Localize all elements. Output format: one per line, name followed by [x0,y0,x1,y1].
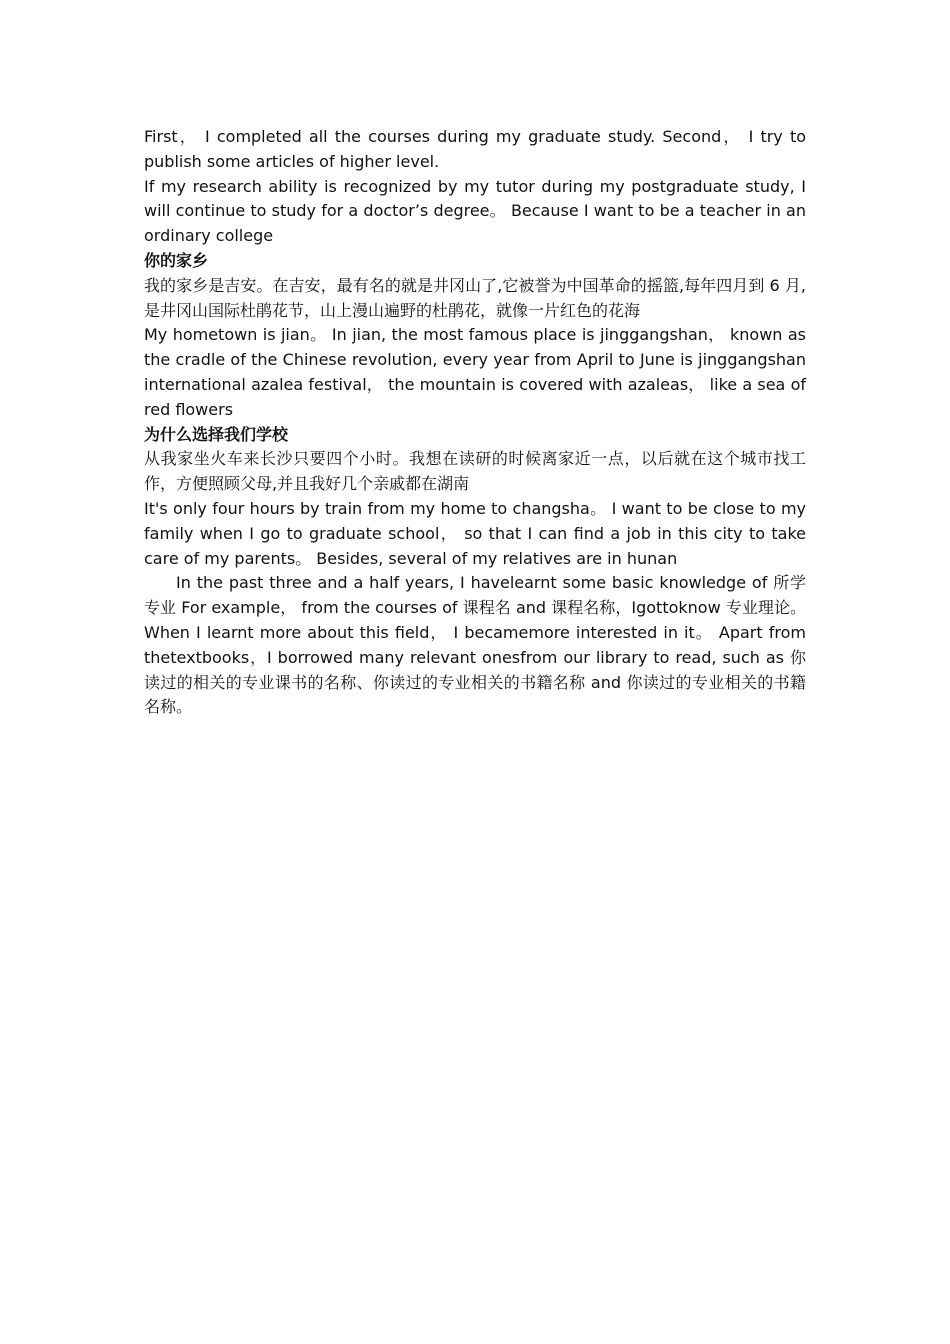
paragraph-hometown-chinese: 我的家乡是吉安。在吉安，最有名的就是井冈山了,它被誉为中国革命的摇篮,每年四月到 6 月,是井冈山国际杜鹃花节，山上漫山遍野的杜鹃花，就像一片红色的花海 [144,275,806,320]
paragraph-doctor-degree: If my research ability is recognized by my tutor during my postgraduate study, I will continue to study for a doctor’s degree。 Because I want to be a teacher in an ordinary college [144,176,806,246]
paragraph-study-plan: First， I completed all the courses during my graduate study. Second， I try to publish some articles of higher level. [144,127,807,171]
paragraph-knowledge: In the past three and a half years, I havelearnt some basic knowledge of 所学专业 For example， from the courses of 课程名 and 课程名称，Igottoknow 专业理论。When I learnt more about this field， I becamemore interested in it。 Apart from thetextbooks，I borrowed many relevant onesfrom our library to read, such as 你读过的相关的专业课书的名称、你读过的专业相关的书籍名称 and 你读过的专业相关的书籍名称。 [144,573,806,717]
heading-why-school: 为什么选择我们学校 [144,424,289,444]
heading-hometown: 你的家乡 [144,250,209,270]
paragraph-hometown-english: My hometown is jian。 In jian, the most famous place is jinggangshan， known as the cradle of the Chinese revolution, every year from April to June is jinggangshan international azalea festival， the mountain is covered with azaleas， like a sea of red flowers [144,325,806,419]
document-page [144,125,806,720]
paragraph-why-school-english: It's only four hours by train from my home to changsha。 I want to be close to my family when I go to graduate school， so that I can find a job in this city to take care of my parents。 Besides, several of my relatives are in hunan [144,498,807,568]
paragraph-why-school-chinese: 从我家坐火车来长沙只要四个小时。我想在读研的时候离家近一点，以后就在这个城市找工作，方便照顾父母,并且我好几个亲戚都在湖南 [144,449,806,494]
